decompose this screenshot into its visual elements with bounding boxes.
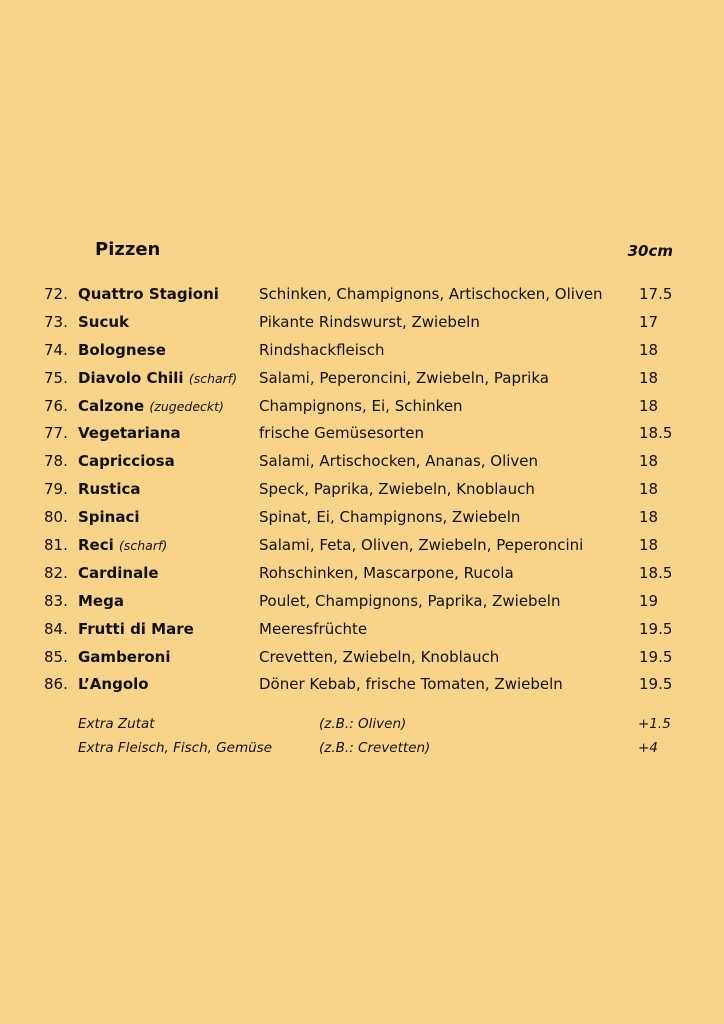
- menu-item-name-group: [78, 590, 124, 612]
- menu-item: [0, 395, 724, 423]
- menu-item-price: 18: [639, 452, 659, 471]
- pizza-menu-list: [0, 283, 724, 701]
- menu-item: [0, 339, 724, 367]
- menu-item: [0, 646, 724, 674]
- menu-item-number: 75.: [44, 368, 68, 387]
- menu-item: [0, 311, 724, 339]
- menu-item-price: 18: [639, 508, 659, 527]
- menu-item-name: Rustica: [78, 480, 141, 499]
- menu-item-name: Diavolo Chili: [78, 368, 184, 387]
- menu-item: [0, 422, 724, 450]
- menu-item-number: 81.: [44, 536, 68, 555]
- menu-item-note: (scharf): [188, 370, 238, 386]
- menu-item-price: 17: [639, 312, 659, 331]
- menu-item-note: (zugedeckt): [149, 398, 224, 414]
- menu-item-price: 19.5: [639, 675, 673, 694]
- extra-item: [0, 714, 724, 738]
- menu-item-name-group: [78, 367, 237, 390]
- menu-item: [0, 367, 724, 395]
- extras-list: [0, 714, 724, 762]
- menu-item-price: 18: [639, 396, 659, 415]
- menu-item-name: Gamberoni: [78, 647, 171, 666]
- menu-item-number: 74.: [44, 340, 68, 359]
- extra-label: Extra Fleisch, Fisch, Gemüse: [78, 740, 273, 756]
- menu-item-number: 77.: [44, 424, 68, 443]
- menu-item: [0, 283, 724, 311]
- menu-item-name-group: [78, 673, 149, 695]
- menu-item-ingredients: frische Gemüsesorten: [259, 424, 424, 443]
- menu-item-number: 73.: [44, 312, 68, 331]
- menu-item-ingredients: Salami, Artischocken, Ananas, Oliven: [259, 452, 539, 471]
- menu-item-price: 18: [639, 368, 659, 387]
- menu-item-number: 82.: [44, 563, 68, 582]
- menu-item-note: (scharf): [119, 538, 168, 554]
- menu-item-ingredients: Salami, Peperoncini, Zwiebeln, Paprika: [259, 368, 549, 387]
- menu-item: [0, 618, 724, 646]
- menu-item-price: 19.5: [639, 619, 673, 638]
- menu-item-name: Mega: [78, 591, 124, 610]
- menu-item-price: 18: [639, 536, 659, 555]
- menu-item-name-group: [78, 506, 140, 528]
- menu-item-number: 83.: [44, 591, 68, 610]
- menu-item-number: 76.: [44, 396, 68, 415]
- menu-item-number: 84.: [44, 619, 68, 638]
- menu-item-name-group: [78, 395, 224, 418]
- menu-item-name-group: [78, 618, 194, 640]
- extra-example: (z.B.: Crevetten): [319, 740, 431, 756]
- extra-label: Extra Zutat: [78, 716, 155, 732]
- menu-item-price: 18: [639, 480, 659, 499]
- menu-item-name: L’Angolo: [78, 675, 149, 694]
- menu-item: [0, 590, 724, 618]
- menu-item-price: 18.5: [639, 563, 673, 582]
- menu-item-ingredients: Spinat, Ei, Champignons, Zwiebeln: [259, 508, 521, 527]
- menu-header-title: Pizzen: [95, 239, 161, 260]
- extra-price: +4: [638, 740, 658, 756]
- menu-item-name-group: [78, 283, 219, 305]
- menu-item-name-group: [78, 422, 181, 444]
- menu-item-ingredients: Champignons, Ei, Schinken: [259, 396, 463, 415]
- menu-item-ingredients: Crevetten, Zwiebeln, Knoblauch: [259, 647, 500, 666]
- menu-item-name: Calzone: [78, 396, 145, 415]
- menu-item-name: Quattro Stagioni: [78, 285, 219, 303]
- menu-item-name-group: [78, 534, 167, 557]
- menu-item-price: 18.5: [639, 424, 673, 443]
- menu-item-name-group: [78, 450, 175, 472]
- menu-header-size: 30cm: [627, 242, 673, 260]
- menu-item: [0, 562, 724, 590]
- menu-item-ingredients: Rohschinken, Mascarpone, Rucola: [259, 563, 514, 582]
- menu-item-ingredients: Schinken, Champignons, Artischocken, Oliven: [259, 285, 603, 303]
- menu-item-name: Spinaci: [78, 508, 140, 527]
- menu-item-number: 72.: [44, 285, 68, 303]
- menu-item-number: 80.: [44, 508, 68, 527]
- menu-item-price: 19: [639, 591, 659, 610]
- menu-item-name: Frutti di Mare: [78, 619, 194, 638]
- menu-item-ingredients: Döner Kebab, frische Tomaten, Zwiebeln: [259, 675, 563, 694]
- menu-item-price: 18: [639, 340, 659, 359]
- menu-item: [0, 534, 724, 562]
- menu-item: [0, 506, 724, 534]
- menu-item-name: Vegetariana: [78, 424, 181, 443]
- menu-item-price: 19.5: [639, 647, 673, 666]
- menu-item-name-group: [78, 339, 166, 361]
- extra-example: (z.B.: Oliven): [319, 716, 407, 732]
- menu-item-number: 78.: [44, 452, 68, 471]
- menu-item-name: Sucuk: [78, 312, 130, 331]
- menu-item-price: 17.5: [639, 285, 673, 303]
- menu-item-name: Cardinale: [78, 563, 159, 582]
- menu-item-name-group: [78, 478, 140, 500]
- menu-item-ingredients: Pikante Rindswurst, Zwiebeln: [259, 312, 480, 331]
- menu-item-name: Capricciosa: [78, 452, 175, 471]
- menu-item-name: Bolognese: [78, 340, 166, 359]
- extra-price: +1.5: [638, 716, 671, 732]
- menu-item-number: 79.: [44, 480, 68, 499]
- menu-item-name-group: [78, 562, 159, 584]
- menu-item-name-group: [78, 311, 129, 333]
- menu-item: [0, 478, 724, 506]
- extra-item: [0, 738, 724, 762]
- menu-item-name: Reci: [78, 536, 114, 555]
- menu-item: [0, 673, 724, 701]
- menu-item: [0, 450, 724, 478]
- menu-item-name-group: [78, 646, 171, 668]
- menu-item-number: 85.: [44, 647, 68, 666]
- menu-item-ingredients: Salami, Feta, Oliven, Zwiebeln, Peperoncini: [259, 536, 584, 555]
- menu-item-ingredients: Speck, Paprika, Zwiebeln, Knoblauch: [259, 480, 535, 499]
- menu-item-number: 86.: [44, 675, 68, 694]
- menu-item-ingredients: Meeresfrüchte: [259, 619, 368, 638]
- menu-item-ingredients: Rindshackfleisch: [259, 340, 385, 359]
- menu-item-ingredients: Poulet, Champignons, Paprika, Zwiebeln: [259, 591, 561, 610]
